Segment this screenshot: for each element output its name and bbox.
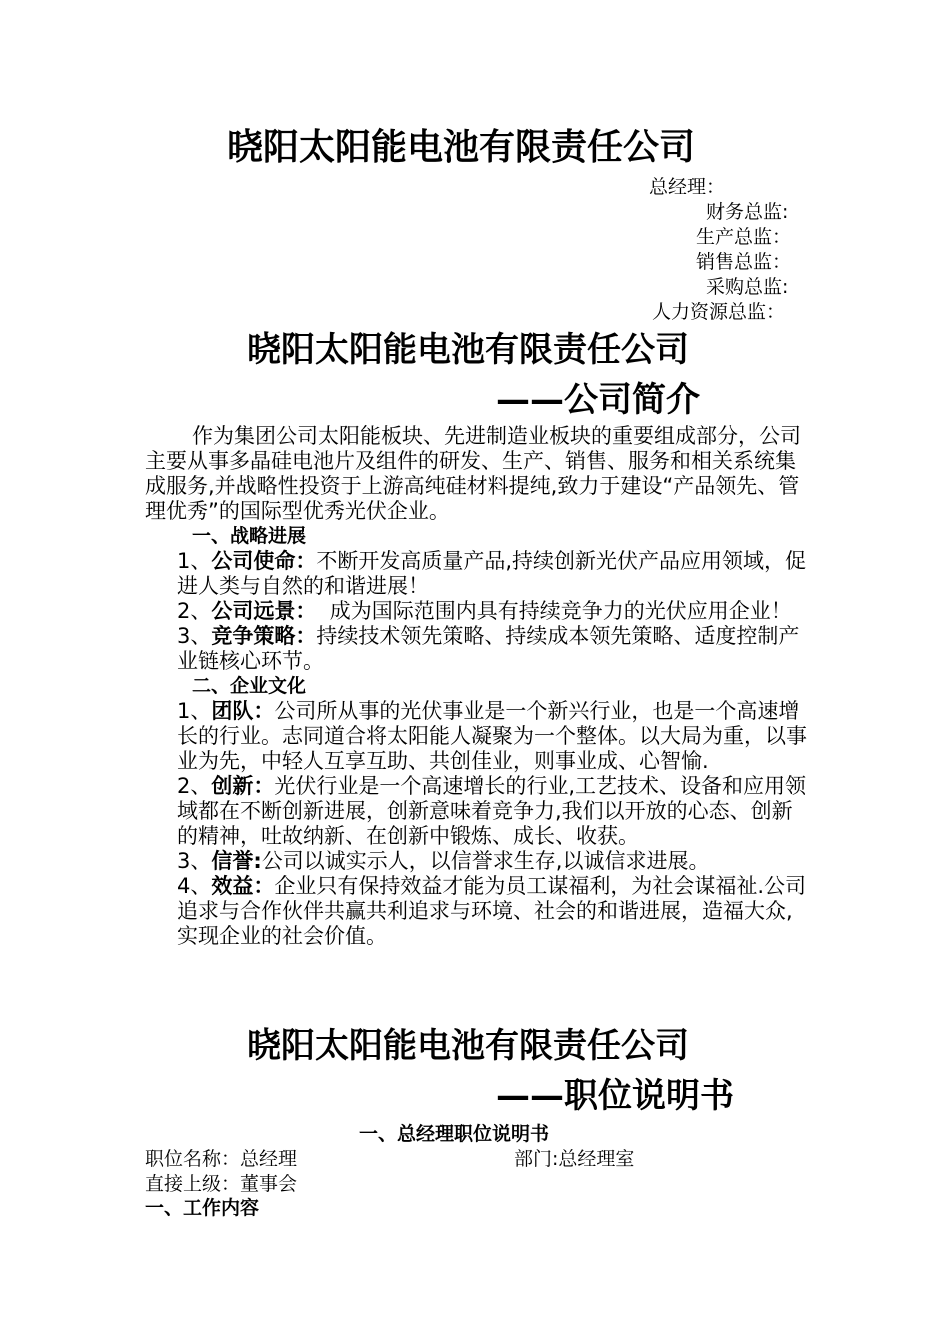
intro-paragraph: 作为集团公司太阳能板块、先进制造业板块的重要组成部分，公司主要从事多晶硅电池片及组件的研发、生产、销售、服务和相关系统集成服务,并战略性投资于上游高纯硅材料提纯,致力于建设“产品领先、管理优秀”的国际型优秀光伏企业。 [145,424,801,523]
item-text: 不断开发高质量产品,持续创新光伏产品应用领域，促进人类与自然的和谐进展！ [177,549,807,598]
company-title: 晓阳太阳能电池有限责任公司 [227,127,696,168]
role-hr-director: 人力资源总监： [652,301,786,323]
item-text: 持续技术领先策略、持续成本领先策略、适度控制产业链核心环节。 [177,624,800,673]
item-text: 公司所从事的光伏事业是一个新兴行业，也是一个高速增长的行业。志同道合将太阳能人凝聚为一个整体。以大局为重，以事业为先，中轻人互享互助、共创佳业，则事业成、心智愉. [177,699,807,773]
item-number: 2、 [177,599,212,623]
item-label: 竞争策略： [211,624,317,648]
item-label: 公司远景： [211,599,317,623]
item-text: 公司以诚实示人，以信誉求生存,以诚信求进展。 [261,849,710,873]
item-text: 光伏行业是一个高速增长的行业,工艺技术、设备和应用领域都在不断创新进展，创新意味着竞争力,我们以开放的心态、创新的精神，吐故纳新、在创新中锻炼、成长、收获。 [177,774,807,848]
item-number: 1、 [177,699,212,723]
direct-superior: 直接上级：董事会 [145,1173,298,1195]
strategy-item [145,549,810,599]
intro-title: 晓阳太阳能电池有限责任公司 [247,330,689,370]
item-label: 公司使命： [211,549,317,573]
section-strategy-heading: 一、战略进展 [192,525,307,547]
gm-section-heading: 一、总经理职位说明书 [359,1123,550,1145]
item-number: 1、 [177,549,212,573]
item-number: 2、 [177,774,212,798]
culture-item [145,774,810,849]
item-label: 创新： [211,774,275,798]
culture-item [145,874,810,949]
item-number: 4、 [177,874,212,898]
strategy-item [145,624,810,674]
section-culture-heading: 二、企业文化 [192,675,307,697]
position-name: 职位名称：总经理 [145,1148,298,1170]
item-number: 3、 [177,849,212,873]
culture-item [145,849,810,874]
role-general-manager: 总经理： [649,176,726,198]
item-text: 企业只有保持效益才能为员工谋福利，为社会谋福祉.公司追求与合作伙伴共赢共利追求与环境、社会的和谐进展，造福大众,实现企业的社会价值。 [177,874,807,948]
culture-item [145,699,810,774]
role-finance-director: 财务总监: [706,201,789,223]
intro-body [145,424,810,949]
item-number: 3、 [177,624,212,648]
job-title: 晓阳太阳能电池有限责任公司 [247,1026,689,1066]
role-production-director: 生产总监： [696,226,792,248]
work-content-heading: 一、工作内容 [145,1197,260,1219]
item-text: 成为国际范围内具有持续竞争力的光伏应用企业！ [316,599,792,623]
strategy-item [145,599,810,624]
department: 部门:总经理室 [514,1148,635,1170]
job-subtitle: ——职位说明书 [496,1076,734,1116]
intro-subtitle: ——公司简介 [496,380,700,420]
item-label: 信誉: [211,849,262,873]
role-purchasing-director: 采购总监: [706,276,789,298]
item-label: 效益： [211,874,275,898]
item-label: 团队： [211,699,275,723]
role-sales-director: 销售总监： [696,251,792,273]
